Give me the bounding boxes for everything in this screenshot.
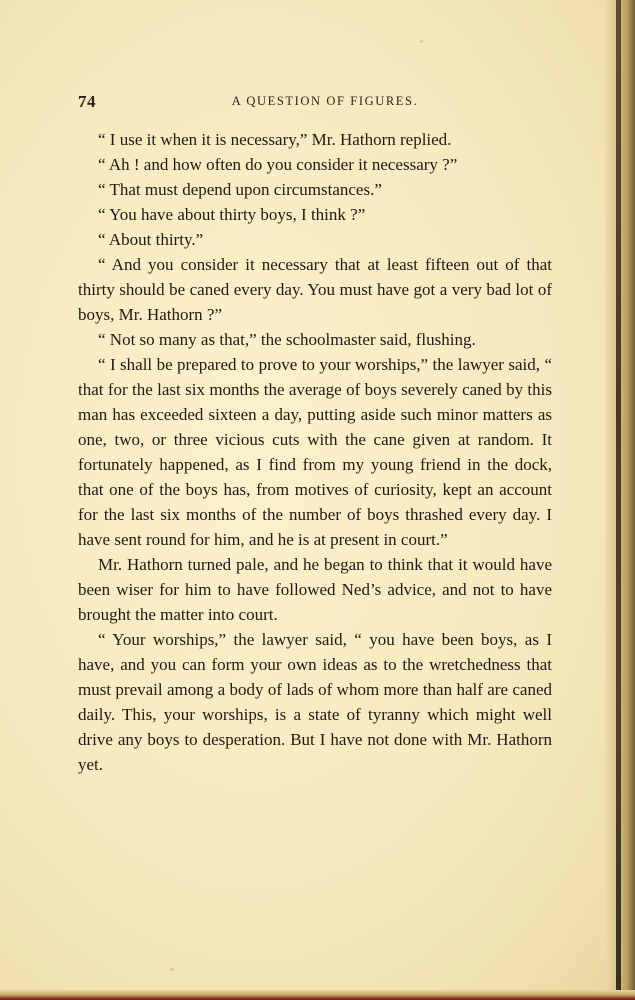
paragraph: “ Not so many as that,” the schoolmaster said, flushing.	[98, 330, 476, 349]
paragraph: “ Your worships,” the lawyer said, “ you have been boys, as I have, and you can form your own ideas as to the wretchedness that must prevail among a body of lads of whom more than half are caned daily. This, your worships, is a state of tyranny which might well drive any boys to desperation. But I have not done with Mr. Hathorn yet.	[78, 630, 552, 774]
paper-speck	[420, 40, 423, 43]
paper-speck	[170, 968, 174, 971]
paragraph: “ That must depend upon circumstances.”	[98, 180, 382, 199]
spine-shadow	[616, 0, 621, 1000]
paragraph: “ Ah ! and how often do you consider it necessary ?”	[98, 155, 458, 174]
paragraph: “ I use it when it is necessary,” Mr. Hathorn replied.	[98, 130, 452, 149]
page-bottom-edge	[0, 990, 635, 1000]
paragraph: “ You have about thirty boys, I think ?”	[98, 205, 366, 224]
paragraph: “ And you consider it necessary that at least fifteen out of that thirty should be caned every day. You must have got a very bad lot of boys, Mr. Hathorn ?”	[78, 255, 552, 324]
page-number: 74	[78, 92, 96, 111]
running-title: A QUESTION OF FIGURES.	[231, 94, 419, 108]
body-text	[78, 127, 552, 777]
paragraph: “ I shall be prepared to prove to your worships,” the lawyer said, “ that for the last six months the average of boys severely caned by this man has exceeded sixteen a day, putting aside such minor matters as one, two, or three vicious cuts with the cane given at random. It fortunately happened, as I find from my young friend in the dock, that one of the boys has, from motives of curiosity, kept an account for the last six months of the number of boys thrashed every day. I have sent round for him, and he is at present in court.”	[78, 355, 552, 549]
paragraph: “ About thirty.”	[98, 230, 204, 249]
paragraph: Mr. Hathorn turned pale, and he began to think that it would have been wiser for him to have followed Ned’s advice, and not to have brought the matter into court.	[78, 555, 552, 624]
running-head	[78, 92, 552, 114]
